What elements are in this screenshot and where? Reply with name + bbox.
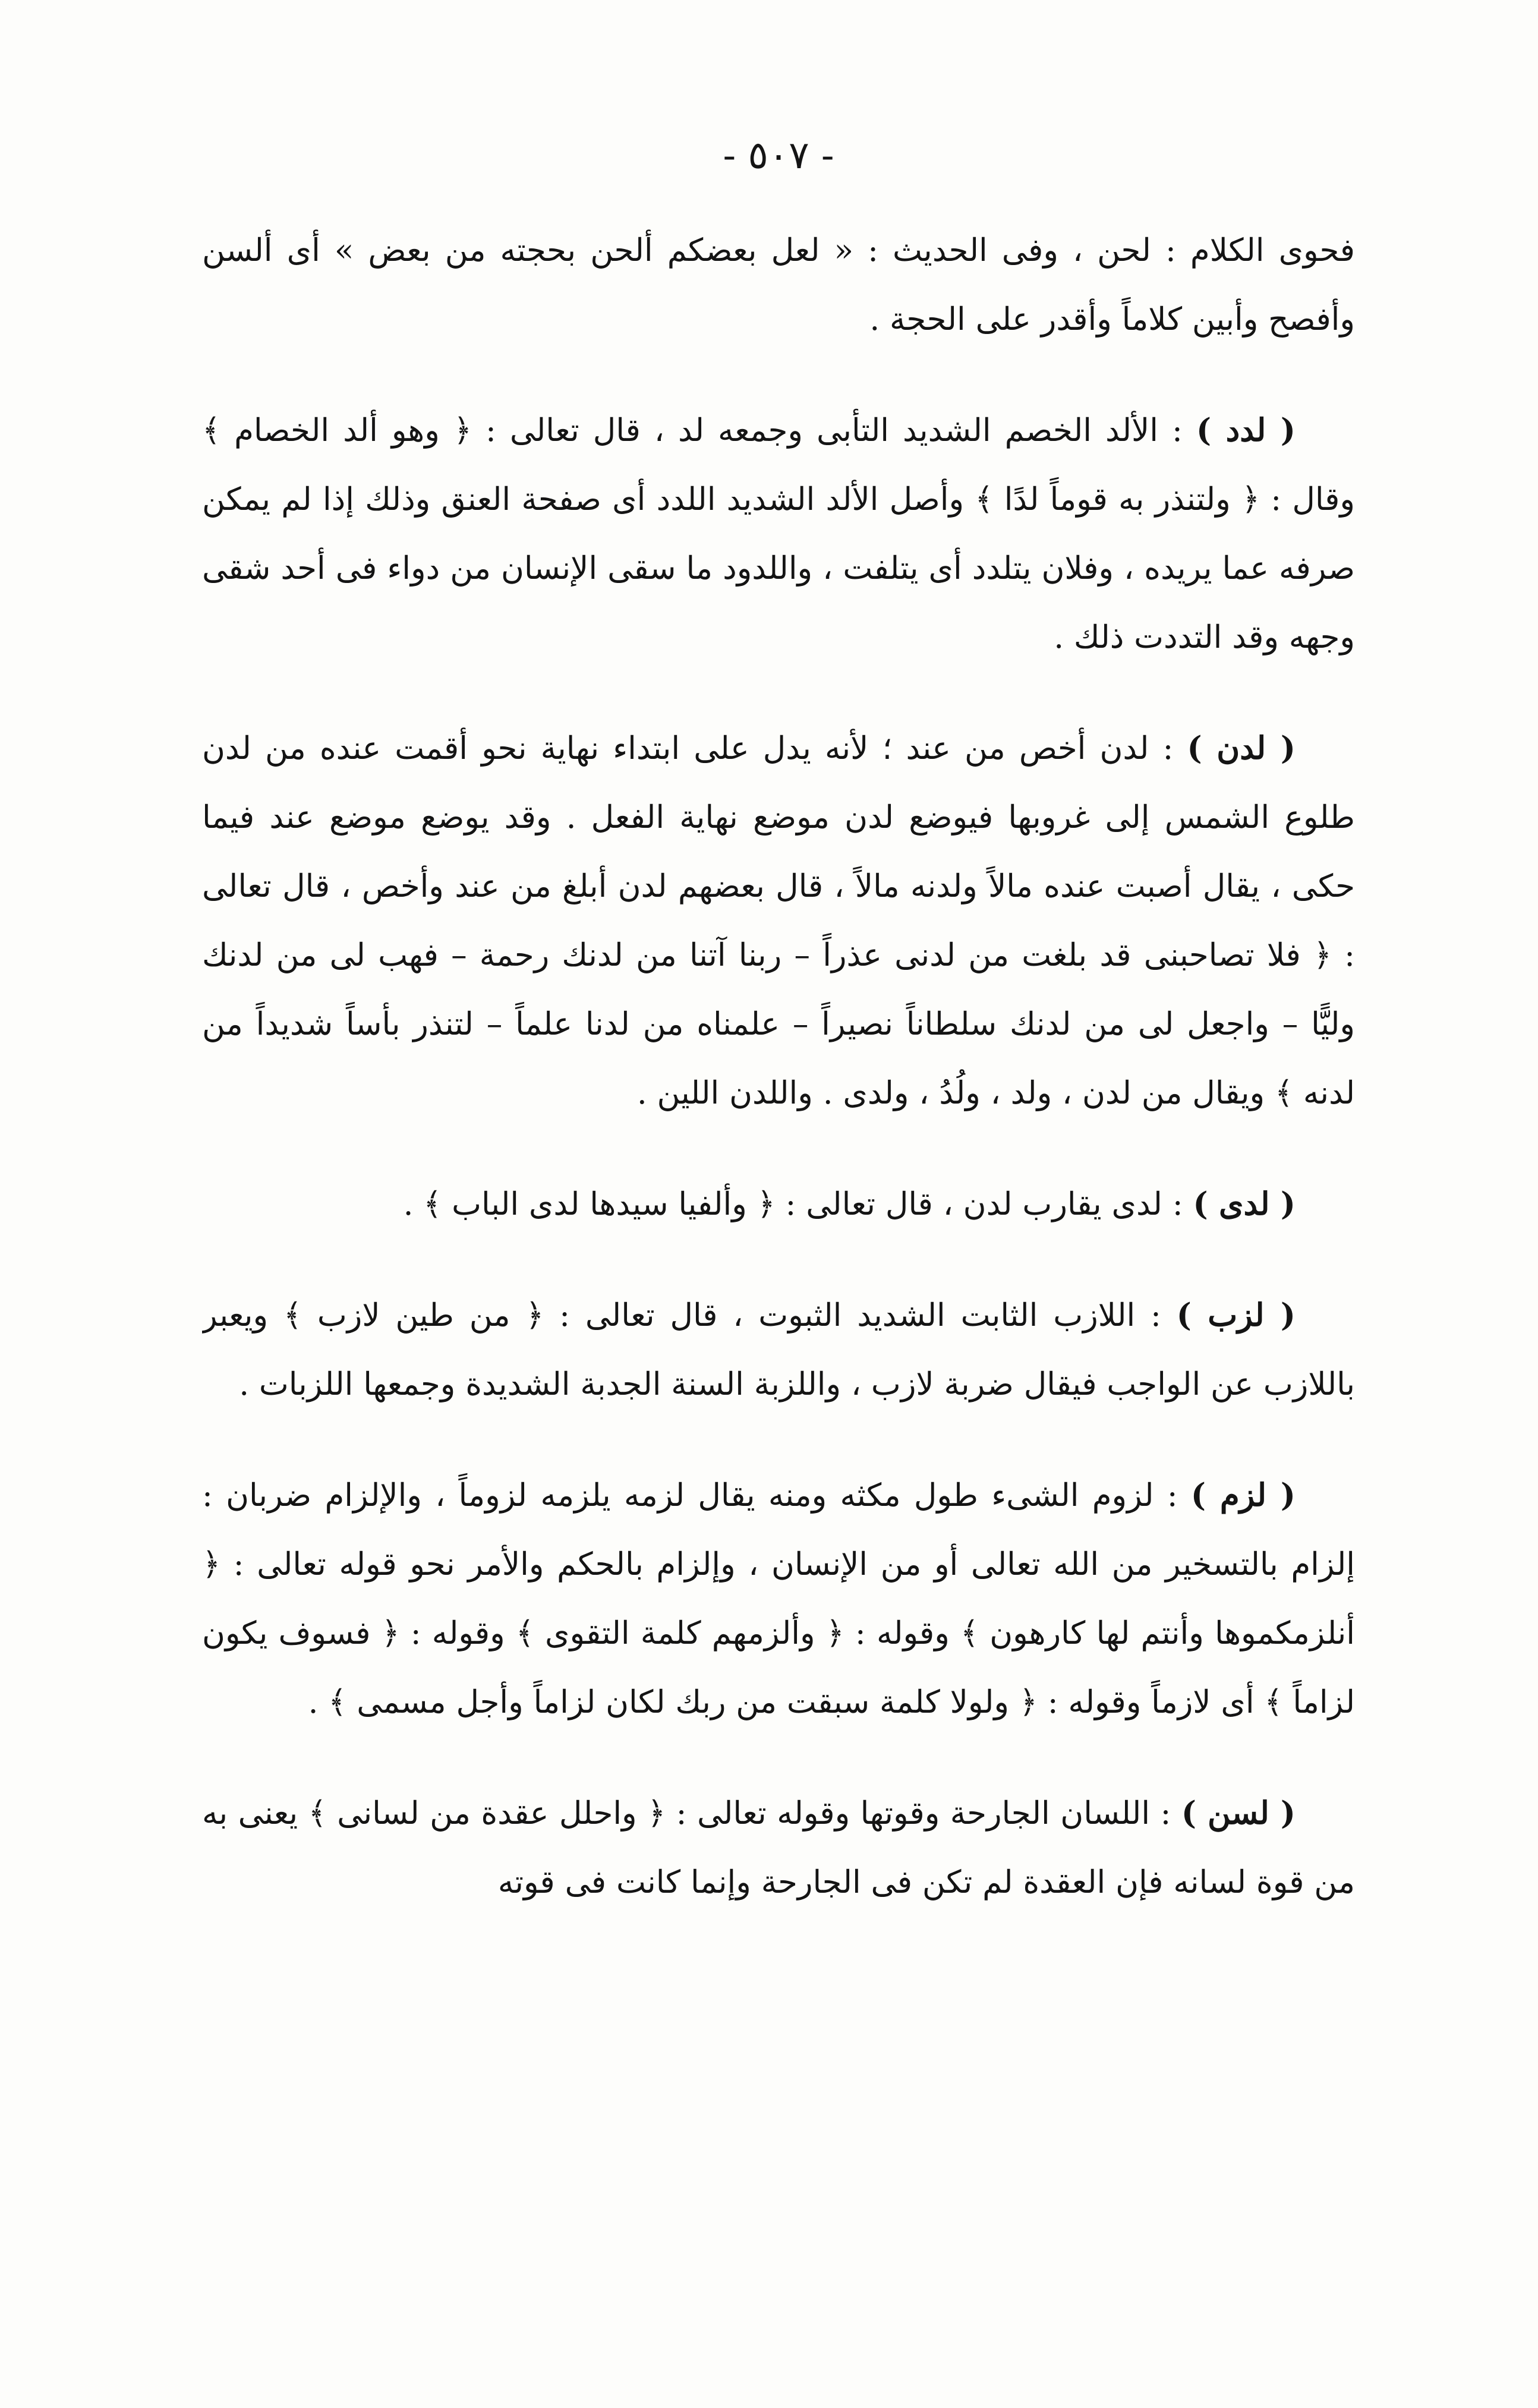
entry-lazim (202, 1461, 1355, 1737)
headword: ( لدد ) (1196, 412, 1296, 449)
entry-text: : لدى يقارب لدن ، قال تعالى : ﴿ وألفيا سيدها لدى الباب ﴾ . (403, 1186, 1193, 1222)
entry-ladun (202, 714, 1355, 1128)
headword: ( لزب ) (1176, 1297, 1296, 1334)
headword: ( لدن ) (1187, 730, 1296, 767)
continuation-paragraph: فحوى الكلام : لحن ، وفى الحديث : « لعل بعضكم ألحن بحجته من بعض » أى ألسن وأفصح وأبين كلاماً وأقدر على الحجة . (202, 232, 1355, 338)
entry-lasan (202, 1779, 1355, 1917)
entry-text: : اللسان الجارحة وقوتها وقوله تعالى : ﴿ واحلل عقدة من لسانى ﴾ يعنى به من قوة لسانه فإن العقدة لم تكن فى الجارحة وإنما كانت فى قوته (202, 1795, 1355, 1900)
entry-ladad (202, 396, 1355, 672)
entry-lazab (202, 1281, 1355, 1419)
entry-text: : اللازب الثابت الشديد الثبوت ، قال تعالى : ﴿ من طين لازب ﴾ ويعبر باللازب عن الواجب فيقال ضربة لازب ، واللزبة السنة الجدبة الشديدة وجمعها اللزبات . (202, 1297, 1355, 1402)
entry-text: : لزوم الشىء طول مكثه ومنه يقال لزمه يلزمه لزوماً ، والإلزام ضربان : إلزام بالتسخير من الله تعالى أو من الإنسان ، وإلزام بالحكم والأمر نحو قوله تعالى : ﴿ أنلزمكموها وأنتم لها كارهون ﴾ وقوله : ﴿ وألزمهم كلمة التقوى ﴾ وقوله : ﴿ فسوف يكون لزاماً ﴾ أى لازماً وقوله : ﴿ ولولا كلمة سبقت من ربك لكان لزاماً وأجل مسمى ﴾ . (202, 1477, 1355, 1720)
headword: ( لدى ) (1193, 1186, 1296, 1222)
book-page (202, 137, 1355, 2335)
page-number: - ٥٠٧ - (723, 137, 834, 178)
entry-lada (202, 1170, 1355, 1239)
entry-text: : الألد الخصم الشديد التأبى وجمعه لد ، قال تعالى : ﴿ وهو ألد الخصام ﴾ وقال : ﴿ ولتنذر به قوماً لدًا ﴾ وأصل الألد الشديد اللدد أى صفحة العنق وذلك إذا لم يمكن صرفه عما يريده ، وفلان يتلدد أى يتلفت ، واللدود ما سقى الإنسان من دواء فى أحد شقى وجهه وقد التددت ذلك . (202, 412, 1355, 655)
headword: ( لسن ) (1181, 1795, 1296, 1832)
headword: ( لزم ) (1190, 1477, 1296, 1514)
entry-text: : لدن أخص من عند ؛ لأنه يدل على ابتداء نهاية نحو أقمت عنده من لدن طلوع الشمس إلى غروبها فيوضع لدن موضع نهاية الفعل . وقد يوضع موضع عند فيما حكى ، يقال أصبت عنده مالاً ولدنه مالاً ، قال بعضهم لدن أبلغ من عند وأخص ، قال تعالى : ﴿ فلا تصاحبنى قد بلغت من لدنى عذراً – ربنا آتنا من لدنك رحمة – فهب لى من لدنك وليًّا – واجعل لى من لدنك سلطاناً نصيراً – علمناه من لدنا علماً – لتنذر بأساً شديداً من لدنه ﴾ ويقال من لدن ، ولد ، ولُدُ ، ولدى . واللدن اللين . (202, 730, 1355, 1111)
